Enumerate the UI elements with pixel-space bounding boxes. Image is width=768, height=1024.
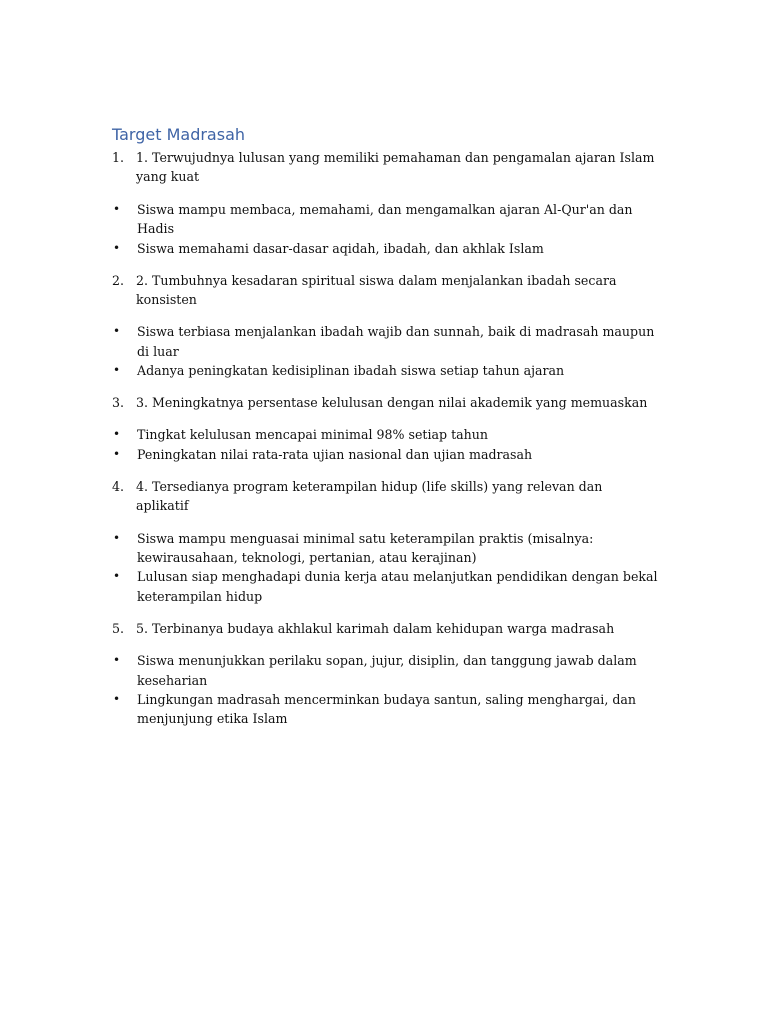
numbered-item-text: 2. Tumbuhnya kesadaran spiritual siswa dalam menjalankan ibadah secara konsisten — [136, 272, 617, 307]
numbered-item-text: 5. Terbinanya budaya akhlakul karimah dalam kehidupan warga madrasah — [136, 620, 615, 636]
bullet-item — [112, 239, 658, 258]
bullet-item-text: Siswa memahami dasar-dasar aqidah, ibadah, dan akhlak Islam — [137, 240, 544, 256]
numbered-item — [112, 393, 658, 412]
bullet-item-text: Peningkatan nilai rata-rata ujian nasional dan ujian madrasah — [137, 446, 533, 462]
document-title: Target Madrasah — [112, 125, 246, 144]
bullet-item-text: Siswa mampu membaca, memahami, dan mengamalkan ajaran Al-Qur'an dan Hadis — [137, 201, 633, 237]
bullet-icon: • — [113, 530, 121, 545]
bullet-icon: • — [113, 691, 121, 706]
numbered-item-text: 1. Terwujudnya lulusan yang memiliki pemahaman dan pengamalan ajaran Islam yang kuat — [136, 150, 655, 185]
target-section-1 — [112, 148, 658, 258]
bullet-icon: • — [113, 569, 121, 584]
bullet-item-text: Adanya peningkatan kedisiplinan ibadah siswa setiap tahun ajaran — [137, 363, 565, 379]
target-section-3 — [112, 393, 658, 464]
bullet-list — [112, 200, 658, 258]
list-number: 3. — [112, 395, 125, 411]
bullet-item — [112, 567, 658, 606]
bullet-icon: • — [113, 653, 121, 668]
bullet-item-text: Lulusan siap menghadapi dunia kerja atau melanjutkan pendidikan dengan bekal keterampilan hidup — [137, 569, 658, 604]
bullet-icon: • — [113, 446, 121, 461]
bullet-item — [112, 651, 658, 690]
bullet-list — [112, 322, 658, 380]
list-number: 5. — [112, 620, 125, 636]
bullet-icon: • — [113, 427, 121, 442]
bullet-item — [112, 529, 658, 568]
bullet-list — [112, 425, 658, 464]
document-body — [112, 148, 658, 741]
bullet-item — [112, 361, 658, 380]
bullet-icon: • — [113, 240, 121, 255]
bullet-item-text: Siswa menunjukkan perilaku sopan, jujur, disiplin, dan tanggung jawab dalam keseharian — [137, 653, 637, 688]
numbered-item — [112, 271, 658, 310]
bullet-item — [112, 425, 658, 444]
bullet-item-text: Siswa mampu menguasai minimal satu keterampilan praktis (misalnya: kewirausahaan, teknologi, pertanian, atau kerajinan) — [137, 530, 594, 565]
numbered-item-text: 4. Tersedianya program keterampilan hidup (life skills) yang relevan dan aplikatif — [136, 478, 603, 514]
list-number: 4. — [112, 478, 125, 494]
bullet-item — [112, 200, 658, 239]
bullet-item — [112, 690, 658, 729]
list-number: 1. — [112, 150, 125, 165]
numbered-item — [112, 148, 658, 187]
numbered-item-text: 3. Meningkatnya persentase kelulusan dengan nilai akademik yang memuaskan — [136, 395, 648, 411]
bullet-icon: • — [113, 324, 121, 339]
numbered-item — [112, 619, 658, 638]
bullet-item-text: Siswa terbiasa menjalankan ibadah wajib dan sunnah, baik di madrasah maupun di luar — [137, 324, 655, 359]
bullet-item-text: Lingkungan madrasah mencerminkan budaya santun, saling menghargai, dan menjunjung etika Islam — [137, 691, 637, 727]
bullet-item — [112, 322, 658, 361]
target-section-5 — [112, 619, 658, 729]
bullet-list — [112, 651, 658, 729]
list-number: 2. — [112, 272, 125, 288]
bullet-icon: • — [113, 201, 121, 216]
target-section-2 — [112, 271, 658, 381]
bullet-item — [112, 445, 658, 464]
bullet-list — [112, 529, 658, 607]
bullet-icon: • — [113, 363, 121, 378]
numbered-item — [112, 477, 658, 516]
target-section-4 — [112, 477, 658, 606]
bullet-item-text: Tingkat kelulusan mencapai minimal 98% setiap tahun — [137, 427, 488, 443]
